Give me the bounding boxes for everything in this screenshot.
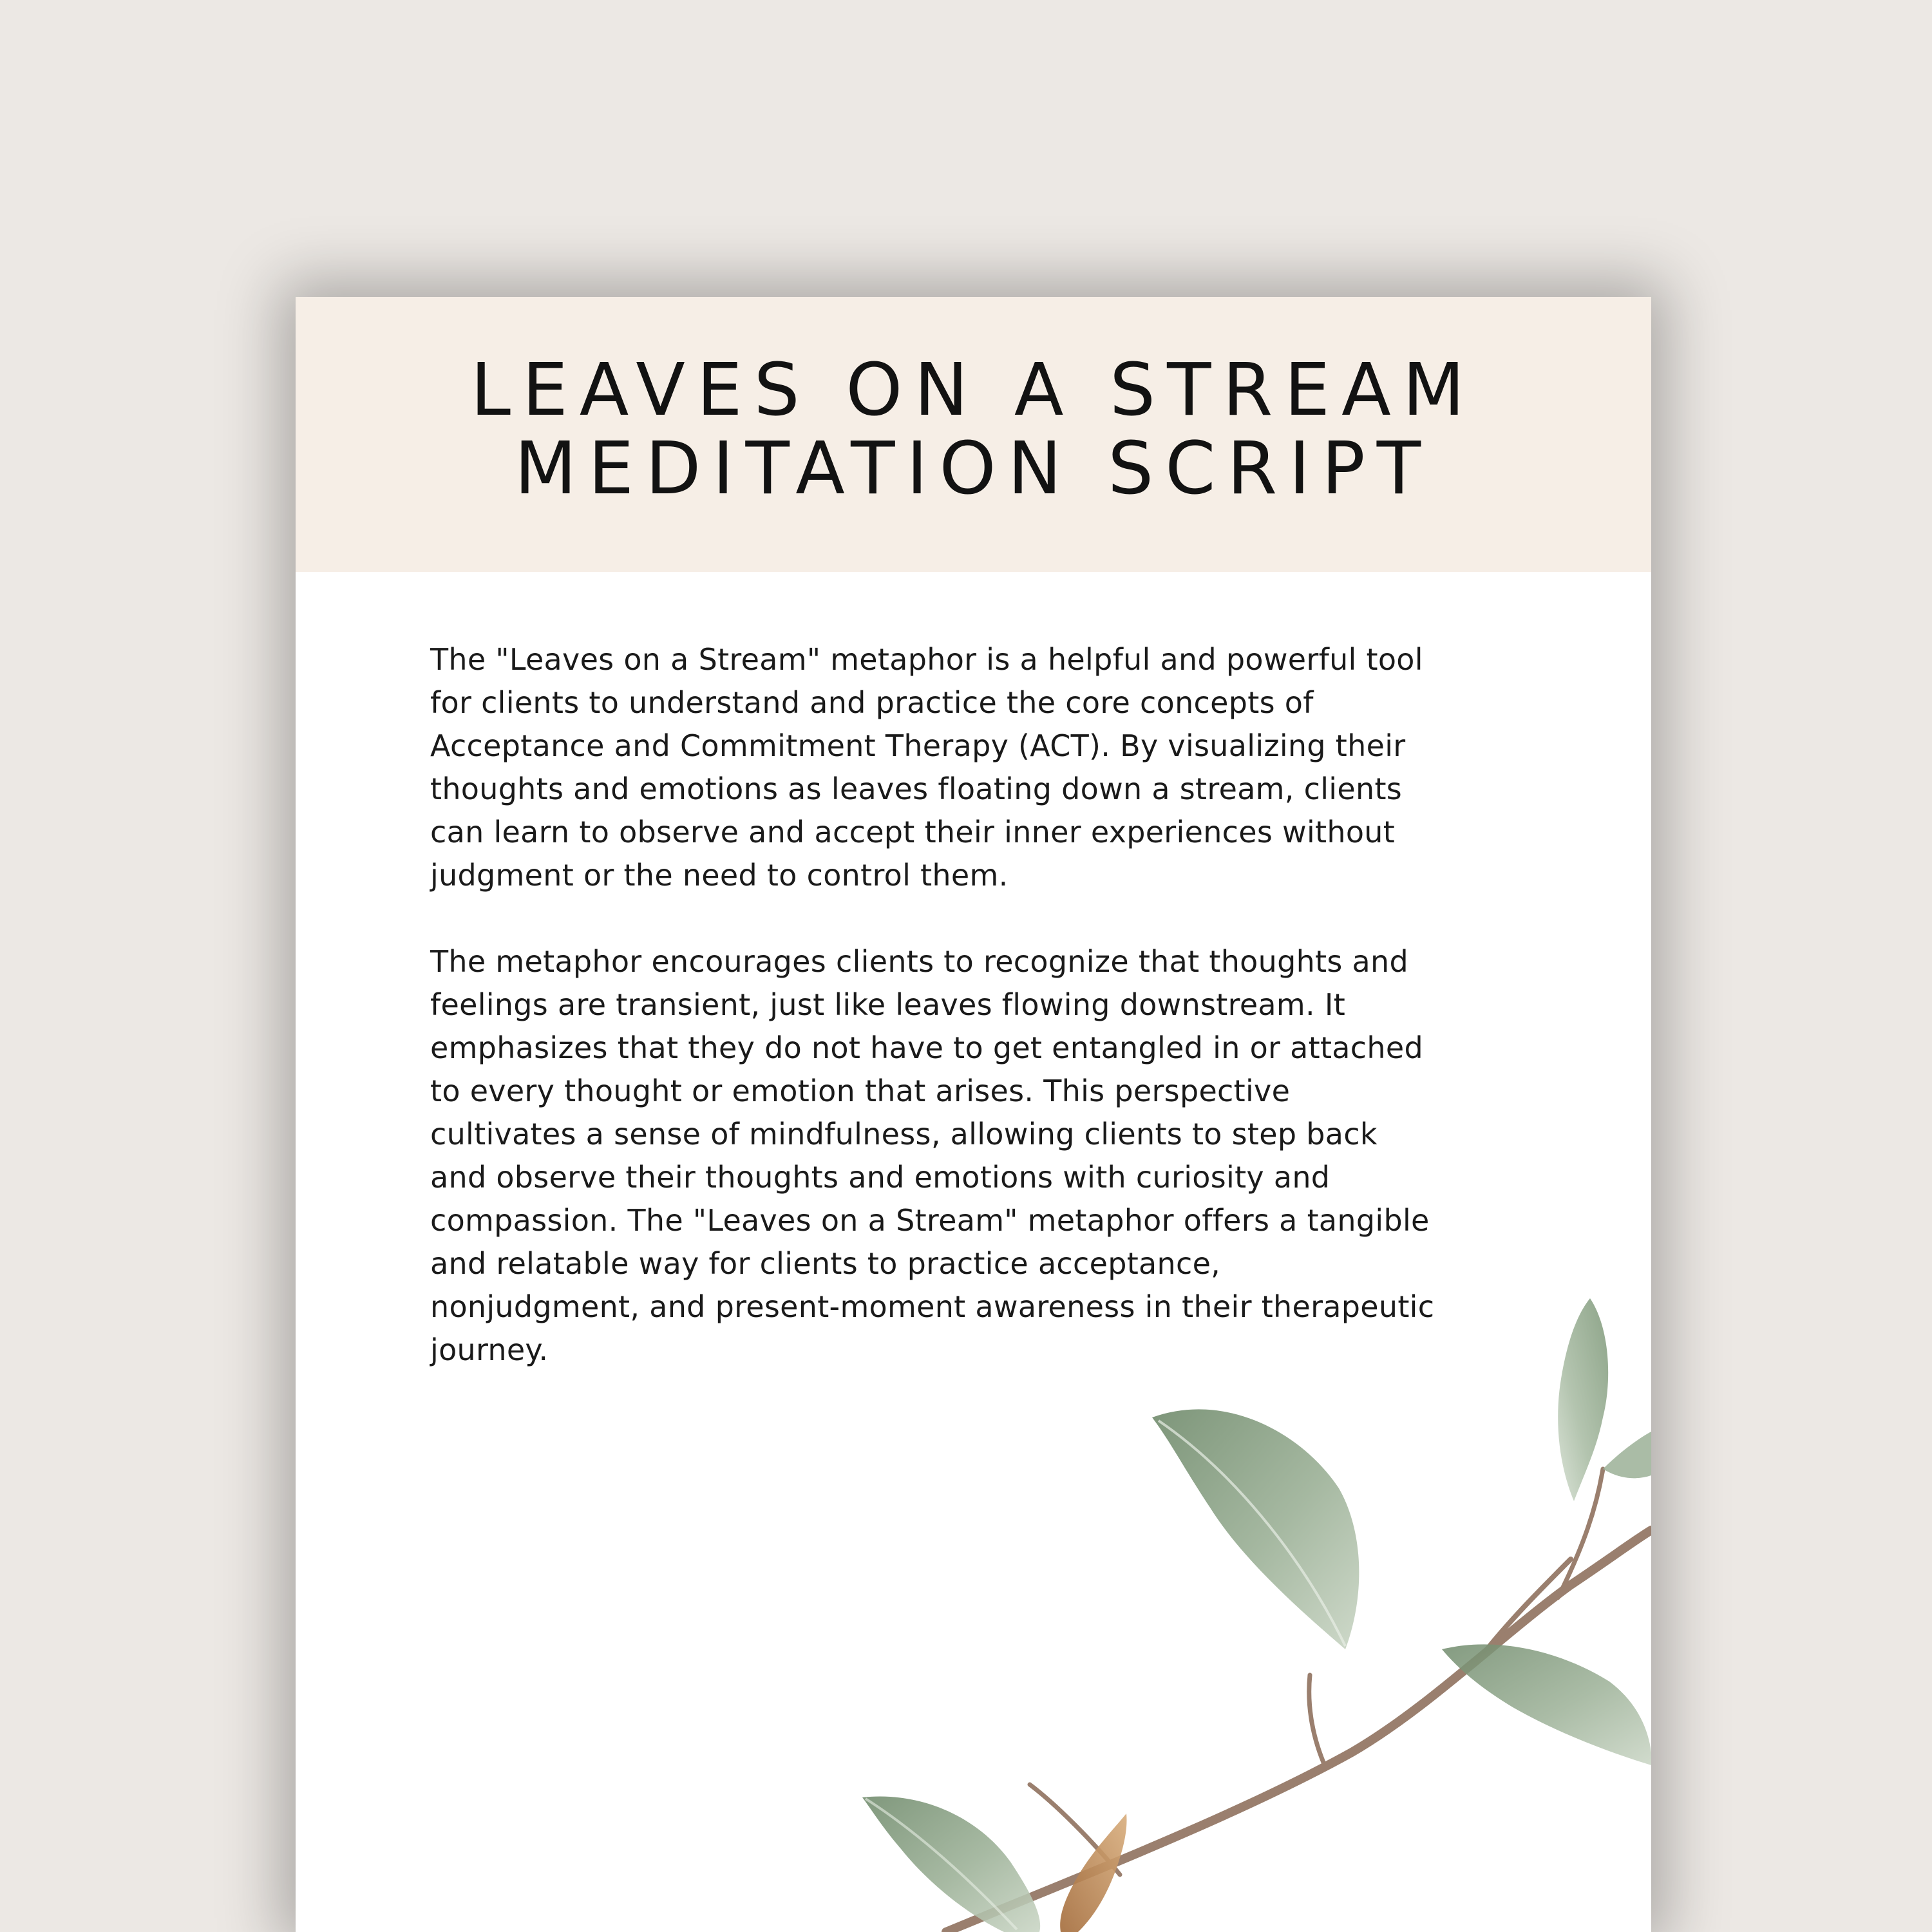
title-line-2: MEDITATION SCRIPT: [514, 427, 1433, 511]
leaf-lower-right: [1442, 1644, 1651, 1765]
leafy-branch-illustration: [296, 297, 1651, 1932]
branch-twig-upper: [1487, 1559, 1571, 1649]
document-page: [296, 297, 1651, 1932]
title-line-1: LEAVES ON A STREAM: [470, 348, 1477, 432]
paragraph-intro: The "Leaves on a Stream" metaphor is a helpful and powerful tool for clients to understand and practice the core concepts of Acceptance and Commitment Therapy (ACT). By visualizing their thoughts and emotions as leaves floating down a stream, clients can learn to observe and accept their inner experiences without judgment or the need to control them.: [430, 642, 1423, 893]
leaf-right-edge: [1603, 1432, 1651, 1478]
paragraph-metaphor: The metaphor encourages clients to recognize that thoughts and feelings are transient, just like leaves flowing downstream. It emphasizes that they do not have to get entangled in or attached to every thought or emotion that arises. This perspective cultivates a sense of mindfulness, allowing clients to step back and observe their thoughts and emotions with curiosity and compassion. The "Leaves on a Stream" metaphor offers a tangible and relatable way for clients to practice acceptance, nonjudgment, and present-moment awareness in their therapeutic journey.: [430, 944, 1435, 1367]
branch-twig-mid: [1309, 1675, 1326, 1768]
